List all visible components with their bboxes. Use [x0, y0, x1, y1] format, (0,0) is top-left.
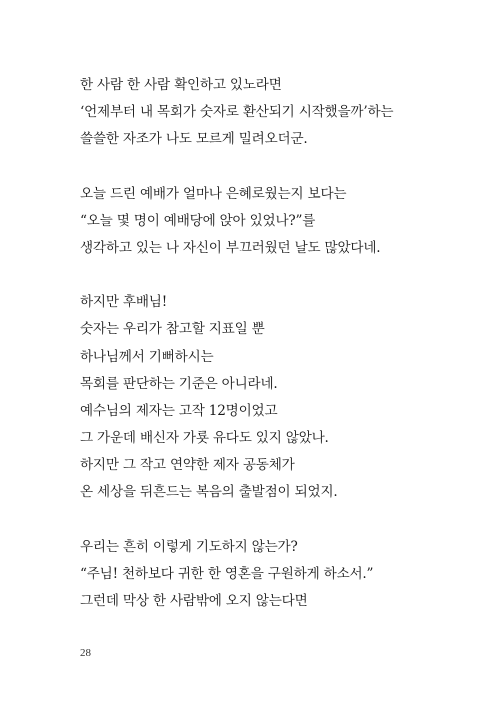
- text-line: 하지만 후배님!: [80, 294, 167, 311]
- text-line: 하지만 그 작고 연약한 제자 공동체가: [80, 457, 295, 474]
- text-line: ‘언제부터 내 목회가 숫자로 환산되기 시작했을까’하는: [80, 104, 394, 121]
- text-line: 온 세상을 뒤흔드는 복음의 출발점이 되었지.: [80, 484, 338, 501]
- text-line: “주님! 천하보다 귀한 한 영혼을 구원하게 하소서.”: [80, 565, 374, 582]
- paragraph-1: [80, 72, 460, 154]
- text-line: 오늘 드린 예배가 얼마나 은혜로웠는지 보다는: [80, 185, 347, 202]
- paragraph-3: [80, 289, 460, 507]
- text-line: 그 가운데 배신자 가룟 유다도 있지 않았나.: [80, 430, 329, 447]
- text-line: 숫자는 우리가 참고할 지표일 뿐: [80, 321, 265, 338]
- paragraph-4: [80, 534, 460, 616]
- text-line: 생각하고 있는 나 자신이 부끄러웠던 날도 많았다네.: [80, 239, 381, 256]
- text-line: 그런데 막상 한 사람밖에 오지 않는다면: [80, 593, 308, 609]
- text-line: 하나님께서 기뻐하시는: [80, 348, 214, 365]
- paragraph-2: [80, 181, 460, 263]
- text-line: 한 사람 한 사람 확인하고 있노라면: [80, 77, 282, 93]
- text-line: 예수님의 제자는 고작 12명이었고: [80, 402, 278, 419]
- body-text: [80, 72, 460, 642]
- page-number: 28: [80, 647, 91, 659]
- text-line: “오늘 몇 명이 예배당에 앉아 있었나?”를: [80, 212, 316, 229]
- text-line: 쓸쓸한 자조가 나도 모르게 밀려오더군.: [80, 131, 308, 148]
- text-line: 목회를 판단하는 기준은 아니라네.: [80, 375, 278, 392]
- text-line: 우리는 흔히 이렇게 기도하지 않는가?: [80, 538, 298, 555]
